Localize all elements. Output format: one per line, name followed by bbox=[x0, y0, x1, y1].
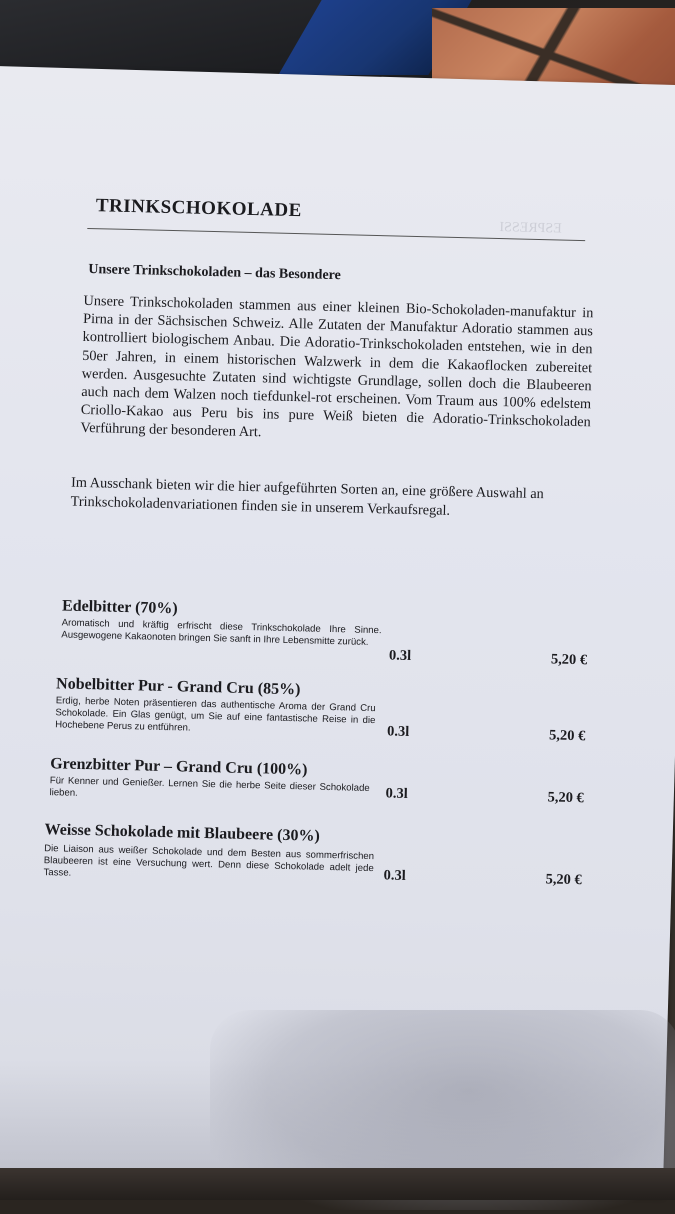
item-price: 5,20 € bbox=[547, 789, 584, 807]
menu-item bbox=[0, 754, 661, 807]
item-price: 5,20 € bbox=[550, 651, 588, 669]
item-name: Weisse Schokolade mit Blaubeere (30%) bbox=[44, 821, 320, 845]
menu-item bbox=[0, 596, 665, 669]
section-subtitle: Unsere Trinkschokoladen – das Besondere bbox=[88, 261, 341, 284]
item-name: Grenzbitter Pur – Grand Cru (100%) bbox=[50, 755, 308, 779]
table-edge bbox=[0, 1168, 675, 1200]
item-description: Aromatisch und kräftig erfrischt diese Trinkschokolade Ihre Sinne. Ausgewogene Kakaonoten bringen Sie sanft in Ihre Lebensmitte zurück. bbox=[61, 617, 382, 648]
item-size: 0.3l bbox=[386, 723, 410, 740]
item-size: 0.3l bbox=[385, 785, 408, 802]
item-size: 0.3l bbox=[383, 867, 406, 884]
item-price: 5,20 € bbox=[545, 871, 582, 889]
intro-paragraph: Unsere Trinkschokoladen stammen aus einer kleinen Bio-Schokoladen-manufaktur in Pirna in der Sächsischen Schweiz. Alle Zutaten der Manufaktur Adoratio stammen aus kontrolliert biologischem Anbau. Die Adoratio-Trinkschokoladen entstehen, wie in den 50er Jahren, in einem historischen Walzwerk in dem die Kakaoflocken zubereitet werden. Ausgesuchte Zutaten sind wichtigste Grundlage, sollen doch die Blaubeeren auch nach dem Walzen noch tiefdunkel-rot erscheinen. Vom Traum aus 100% edelstem Criollo-Kakao aus Peru bis ins pure Weiß bieten die Adoratio-Trinkschokoladen Verführung der besonderen Art. bbox=[80, 292, 594, 441]
item-size: 0.3l bbox=[388, 647, 412, 664]
item-name: Edelbitter (70%) bbox=[61, 597, 178, 618]
item-description: Die Liaison aus weißer Schokolade und dem Besten aus sommerfrischen Blaubeeren ist eine Versuchung wert. Denn diese Schokolade adelt jede Tasse. bbox=[43, 843, 375, 879]
item-price: 5,20 € bbox=[548, 727, 586, 745]
page-title: TRINKSCHOKOLADE bbox=[95, 195, 303, 222]
menu-item bbox=[0, 820, 660, 889]
item-description: Für Kenner und Genießer. Lernen Sie die herbe Seite dieser Schokolade lieben. bbox=[49, 775, 370, 799]
service-note: Im Ausschank bieten wir die hier aufgeführten Sorten an, eine größere Auswahl an Trinkschokoladenvariationen finden sie in unserem Verkaufsregal. bbox=[70, 474, 544, 519]
item-name: Nobelbitter Pur - Grand Cru (85%) bbox=[55, 675, 301, 699]
bleed-through-text: ESPRESSI bbox=[499, 220, 562, 237]
item-description: Erdig, herbe Noten präsentieren das authentische Aroma der Grand Cru Schokolade. Ein Glas genügt, um Sie auf eine fantastische Reise in die Hochebene Perus zu entführen. bbox=[55, 695, 376, 734]
menu-item bbox=[0, 674, 663, 745]
